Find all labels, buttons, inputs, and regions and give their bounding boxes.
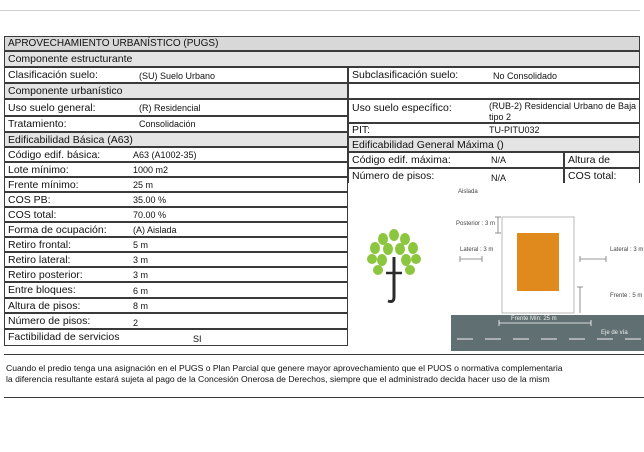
section-componente-estructurante: Componente estructurante bbox=[4, 51, 640, 67]
retiro-frontal-value: 5 m bbox=[133, 240, 149, 250]
retiro-posterior-value: 3 m bbox=[133, 270, 149, 280]
pit-row bbox=[348, 123, 640, 137]
section-componente-urbanistico: Componente urbanístico bbox=[4, 83, 348, 99]
posterior-label: Posterior : 3 m bbox=[456, 221, 496, 227]
codigo-basica-value: A63 (A1002-35) bbox=[133, 150, 197, 160]
basica-row bbox=[4, 222, 348, 237]
cos-total-maxima-cell bbox=[564, 168, 640, 184]
uso-especifico-label: Uso suelo específico: bbox=[352, 102, 452, 114]
retiro-posterior-label: Retiro posterior: bbox=[8, 269, 83, 281]
uso-general-value: (R) Residencial bbox=[139, 103, 201, 113]
factibilidad-label: Factibilidad de servicios bbox=[8, 331, 120, 343]
basica-row bbox=[4, 207, 348, 222]
entre-bloques-label: Entre bloques: bbox=[8, 284, 76, 296]
codigo-basica-label: Código edif. básica: bbox=[8, 149, 101, 161]
altura-de-cell bbox=[564, 152, 640, 168]
frente-label: Frente : 5 m bbox=[610, 293, 643, 299]
lateral-right-label: Lateral : 3 m bbox=[610, 247, 644, 253]
blank-cell bbox=[348, 83, 640, 99]
lot-diagram bbox=[348, 183, 644, 356]
lote-minimo-label: Lote mínimo: bbox=[8, 164, 69, 176]
retiro-lateral-label: Retiro lateral: bbox=[8, 254, 71, 266]
retiro-lateral-value: 3 m bbox=[133, 255, 149, 265]
basica-row bbox=[4, 192, 348, 207]
clasificacion-value: (SU) Suelo Urbano bbox=[139, 71, 216, 81]
altura-pisos-label: Altura de pisos: bbox=[8, 300, 81, 312]
subclasificacion-label: Subclasificación suelo: bbox=[352, 69, 459, 81]
footnote-line-1: Cuando el predio tenga una asignación en el PUGS o Plan Parcial que genere mayor aprovechamiento que el PUOS o normativa complementaria bbox=[6, 363, 563, 373]
codigo-maxima-label: Código edif. máxima: bbox=[352, 154, 451, 166]
clasificacion-row bbox=[4, 67, 348, 83]
basica-row bbox=[4, 147, 348, 162]
altura-de-label: Altura de bbox=[568, 154, 611, 166]
lateral-left-label: Lateral : 3 m bbox=[460, 247, 494, 253]
frente-minimo-value: 25 m bbox=[133, 180, 154, 190]
basica-row bbox=[4, 267, 348, 282]
numero-pisos-value: 2 bbox=[133, 318, 139, 328]
lot-plan-icon bbox=[348, 183, 644, 315]
section-edificabilidad-basica: Edificabilidad Básica (A63) bbox=[4, 132, 348, 147]
basica-row bbox=[4, 237, 348, 252]
frente-minimo-label: Frente mínimo: bbox=[8, 179, 79, 191]
eje-via-label: Eje de vía bbox=[601, 330, 628, 336]
footnote-line-2: la diferencia resultante estará sujeta al pago de la Concesión Onerosa de Derechos, siempre que el administrado decida hacer uso de la mism bbox=[6, 374, 550, 384]
altura-pisos-value: 8 m bbox=[133, 301, 149, 311]
clasificacion-label: Clasificación suelo: bbox=[8, 69, 98, 81]
subclasificacion-value: No Consolidado bbox=[493, 71, 558, 81]
basica-row bbox=[4, 282, 348, 298]
cos-pb-label: COS PB: bbox=[8, 194, 51, 206]
retiro-frontal-label: Retiro frontal: bbox=[8, 239, 72, 251]
cos-pb-value: 35.00 % bbox=[133, 195, 167, 205]
tratamiento-label: Tratamiento: bbox=[8, 118, 67, 130]
road-strip bbox=[451, 315, 644, 351]
forma-ocupacion-label: Forma de ocupación: bbox=[8, 224, 107, 236]
pisos-maxima-row bbox=[348, 168, 564, 184]
numero-pisos-label: Número de pisos: bbox=[8, 315, 91, 327]
pisos-maxima-label: Número de pisos: bbox=[352, 170, 435, 182]
report-title: APROVECHAMIENTO URBANÍSTICO (PUGS) bbox=[4, 36, 640, 51]
entre-bloques-value: 6 m bbox=[133, 286, 149, 296]
zoning-report bbox=[4, 36, 644, 400]
forma-ocupacion-value: (A) Aislada bbox=[133, 225, 177, 235]
tratamiento-row bbox=[4, 116, 348, 132]
pisos-maxima-value: N/A bbox=[491, 173, 507, 183]
basica-row bbox=[4, 313, 348, 329]
uso-especifico-row bbox=[348, 99, 640, 123]
codigo-maxima-value: N/A bbox=[491, 155, 507, 165]
uso-especifico-value-2: tipo 2 bbox=[489, 112, 512, 122]
basica-row bbox=[4, 298, 348, 313]
uso-general-label: Uso suelo general: bbox=[8, 102, 96, 114]
tratamiento-value: Consolidación bbox=[139, 119, 196, 129]
pit-value: TU-PITU032 bbox=[489, 125, 540, 135]
frente-min-label: Frente Mín: 25 m bbox=[511, 316, 557, 322]
section-edificabilidad-maxima: Edificabilidad General Máxima () bbox=[348, 137, 640, 152]
cos-total-label: COS total: bbox=[8, 209, 57, 221]
top-divider bbox=[0, 10, 640, 11]
cos-total-value: 70.00 % bbox=[133, 210, 167, 220]
basica-row bbox=[4, 162, 348, 177]
factibilidad-value: SI bbox=[193, 334, 202, 344]
lote-minimo-value: 1000 m2 bbox=[133, 165, 169, 175]
codigo-maxima-row bbox=[348, 152, 564, 168]
footnote bbox=[4, 354, 644, 398]
cos-total-maxima-label: COS total: bbox=[568, 170, 617, 182]
factibilidad-row bbox=[4, 329, 348, 346]
basica-row bbox=[4, 177, 348, 192]
basica-row bbox=[4, 252, 348, 267]
aislada-label: Aislada bbox=[458, 189, 478, 195]
pit-label: PIT: bbox=[352, 124, 371, 136]
uso-general-row bbox=[4, 99, 348, 116]
subclasificacion-row bbox=[348, 67, 640, 83]
uso-especifico-value: (RUB-2) Residencial Urbano de Baja bbox=[489, 101, 637, 111]
